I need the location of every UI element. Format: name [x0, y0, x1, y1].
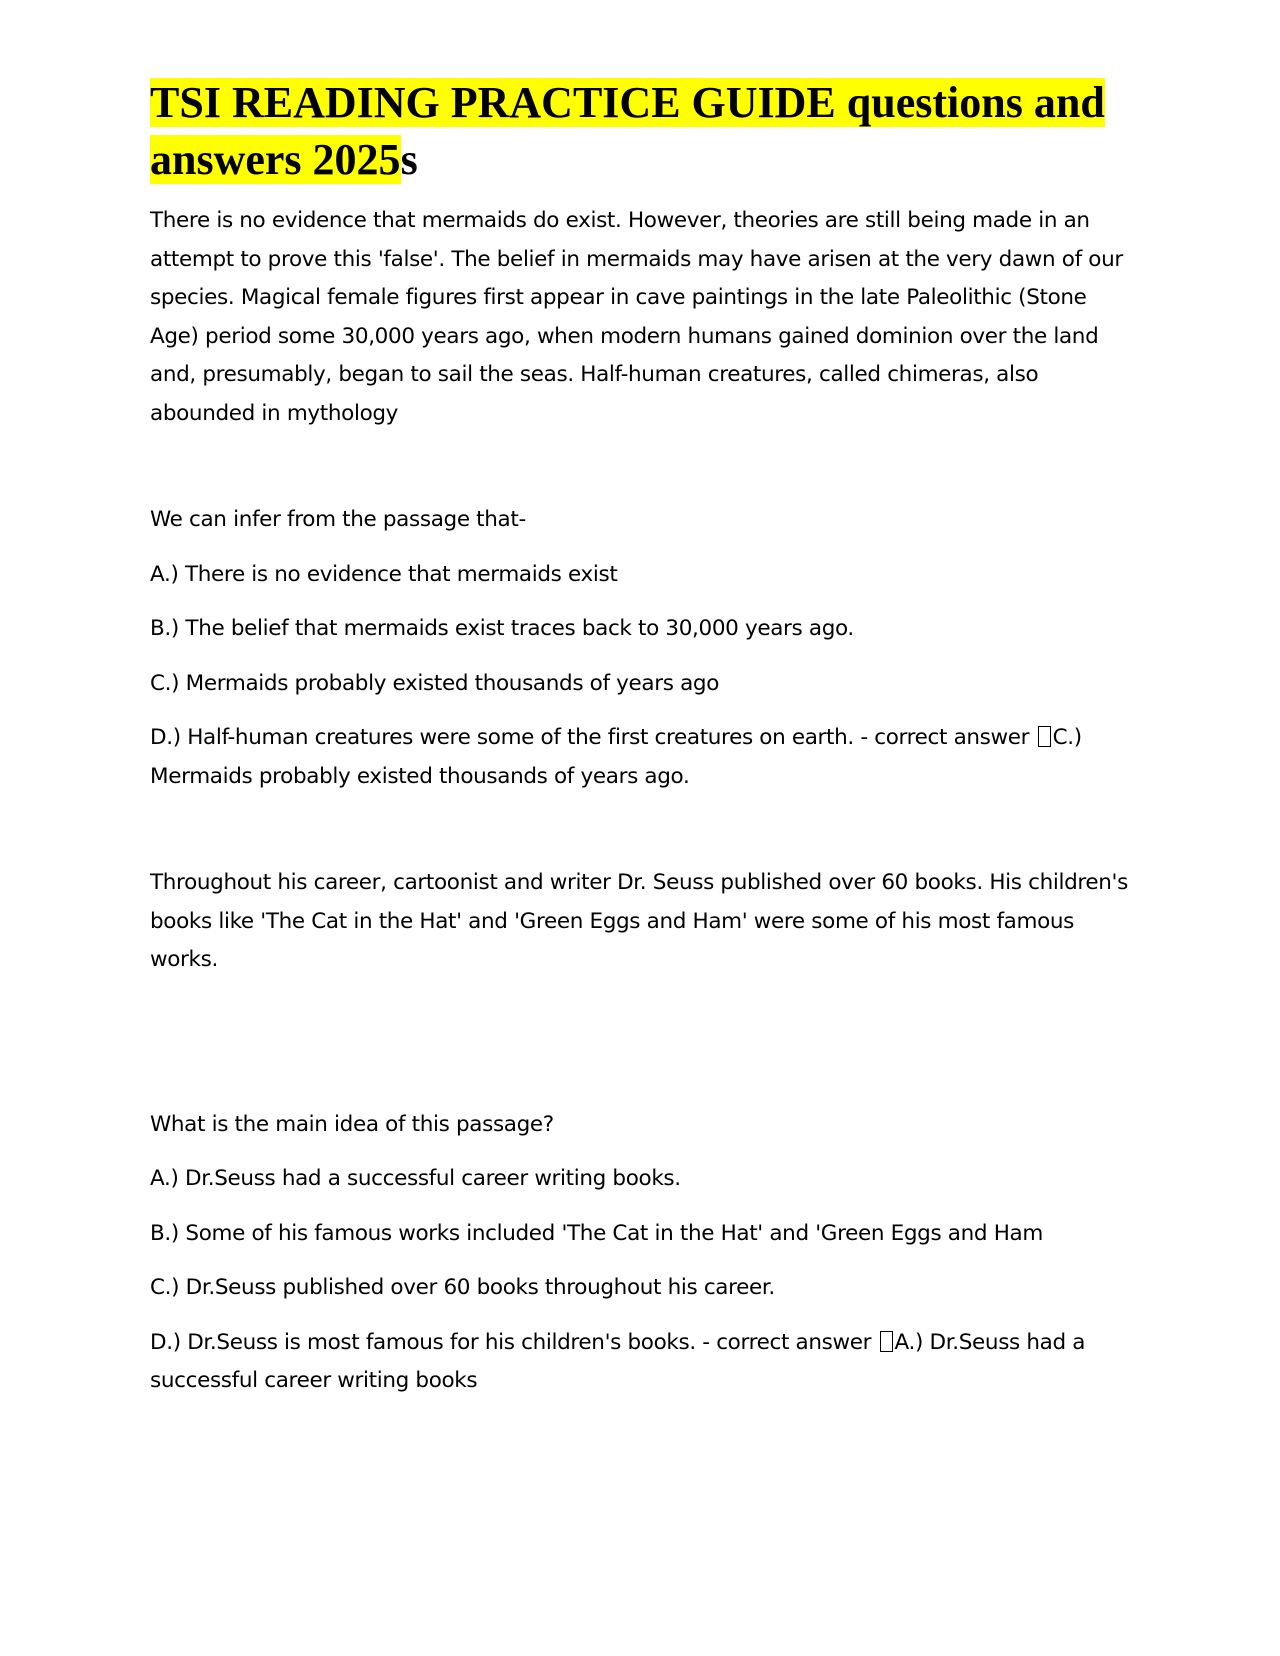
question-1-option-c: C.) Mermaids probably existed thousands of years ago — [150, 670, 719, 696]
document-page — [150, 74, 1140, 1401]
question-2-option-d — [150, 1324, 1140, 1401]
question-1-prompt: We can infer from the passage that- — [150, 507, 526, 532]
question-2-answer: A.) Dr.Seuss had a successful career writing books — [150, 1329, 1086, 1393]
question-2-option-d-text: D.) Dr.Seuss is most famous for his children's books. - correct answer — [150, 1329, 878, 1355]
question-2-option-b: B.) Some of his famous works included 'The Cat in the Hat' and 'Green Eggs and Ham — [150, 1220, 1043, 1246]
missing-glyph-box-icon — [1038, 726, 1051, 747]
title-highlight: TSI READING PRACTICE GUIDE questions and answers 2025 — [150, 78, 1105, 184]
title-suffix: s — [400, 135, 418, 184]
document-title — [150, 74, 1140, 188]
passage-mermaids: There is no evidence that mermaids do exist. However, theories are still being made in an attempt to prove this 'false'. The belief in mermaids may have arisen at the very dawn of our species. Magical female figures first appear in cave paintings in the late Paleolithic (Stone Age) period some 30,000 years ago, when modern humans gained dominion over the land and, presumably, began to sail the seas. Half-human creatures, called chimeras, also abounded in mythology — [150, 208, 1123, 426]
question-1-option-a: A.) There is no evidence that mermaids exist — [150, 561, 618, 587]
question-1-option-b: B.) The belief that mermaids exist traces back to 30,000 years ago. — [150, 616, 854, 641]
question-2-option-a: A.) Dr.Seuss had a successful career writing books. — [150, 1166, 681, 1191]
question-2-prompt: What is the main idea of this passage? — [150, 1111, 554, 1137]
question-2-option-c: C.) Dr.Seuss published over 60 books throughout his career. — [150, 1275, 775, 1300]
question-1-option-d — [150, 719, 1140, 796]
missing-glyph-box-icon — [880, 1331, 893, 1352]
question-1-answer: C.) Mermaids probably existed thousands of years ago. — [150, 725, 1082, 789]
passage-dr-seuss: Throughout his career, cartoonist and writer Dr. Seuss published over 60 books. His children's books like 'The Cat in the Hat' and 'Green Eggs and Ham' were some of his most famous works. — [150, 870, 1128, 972]
question-1-option-d-text: D.) Half-human creatures were some of the first creatures on earth. - correct answer — [150, 725, 1036, 750]
